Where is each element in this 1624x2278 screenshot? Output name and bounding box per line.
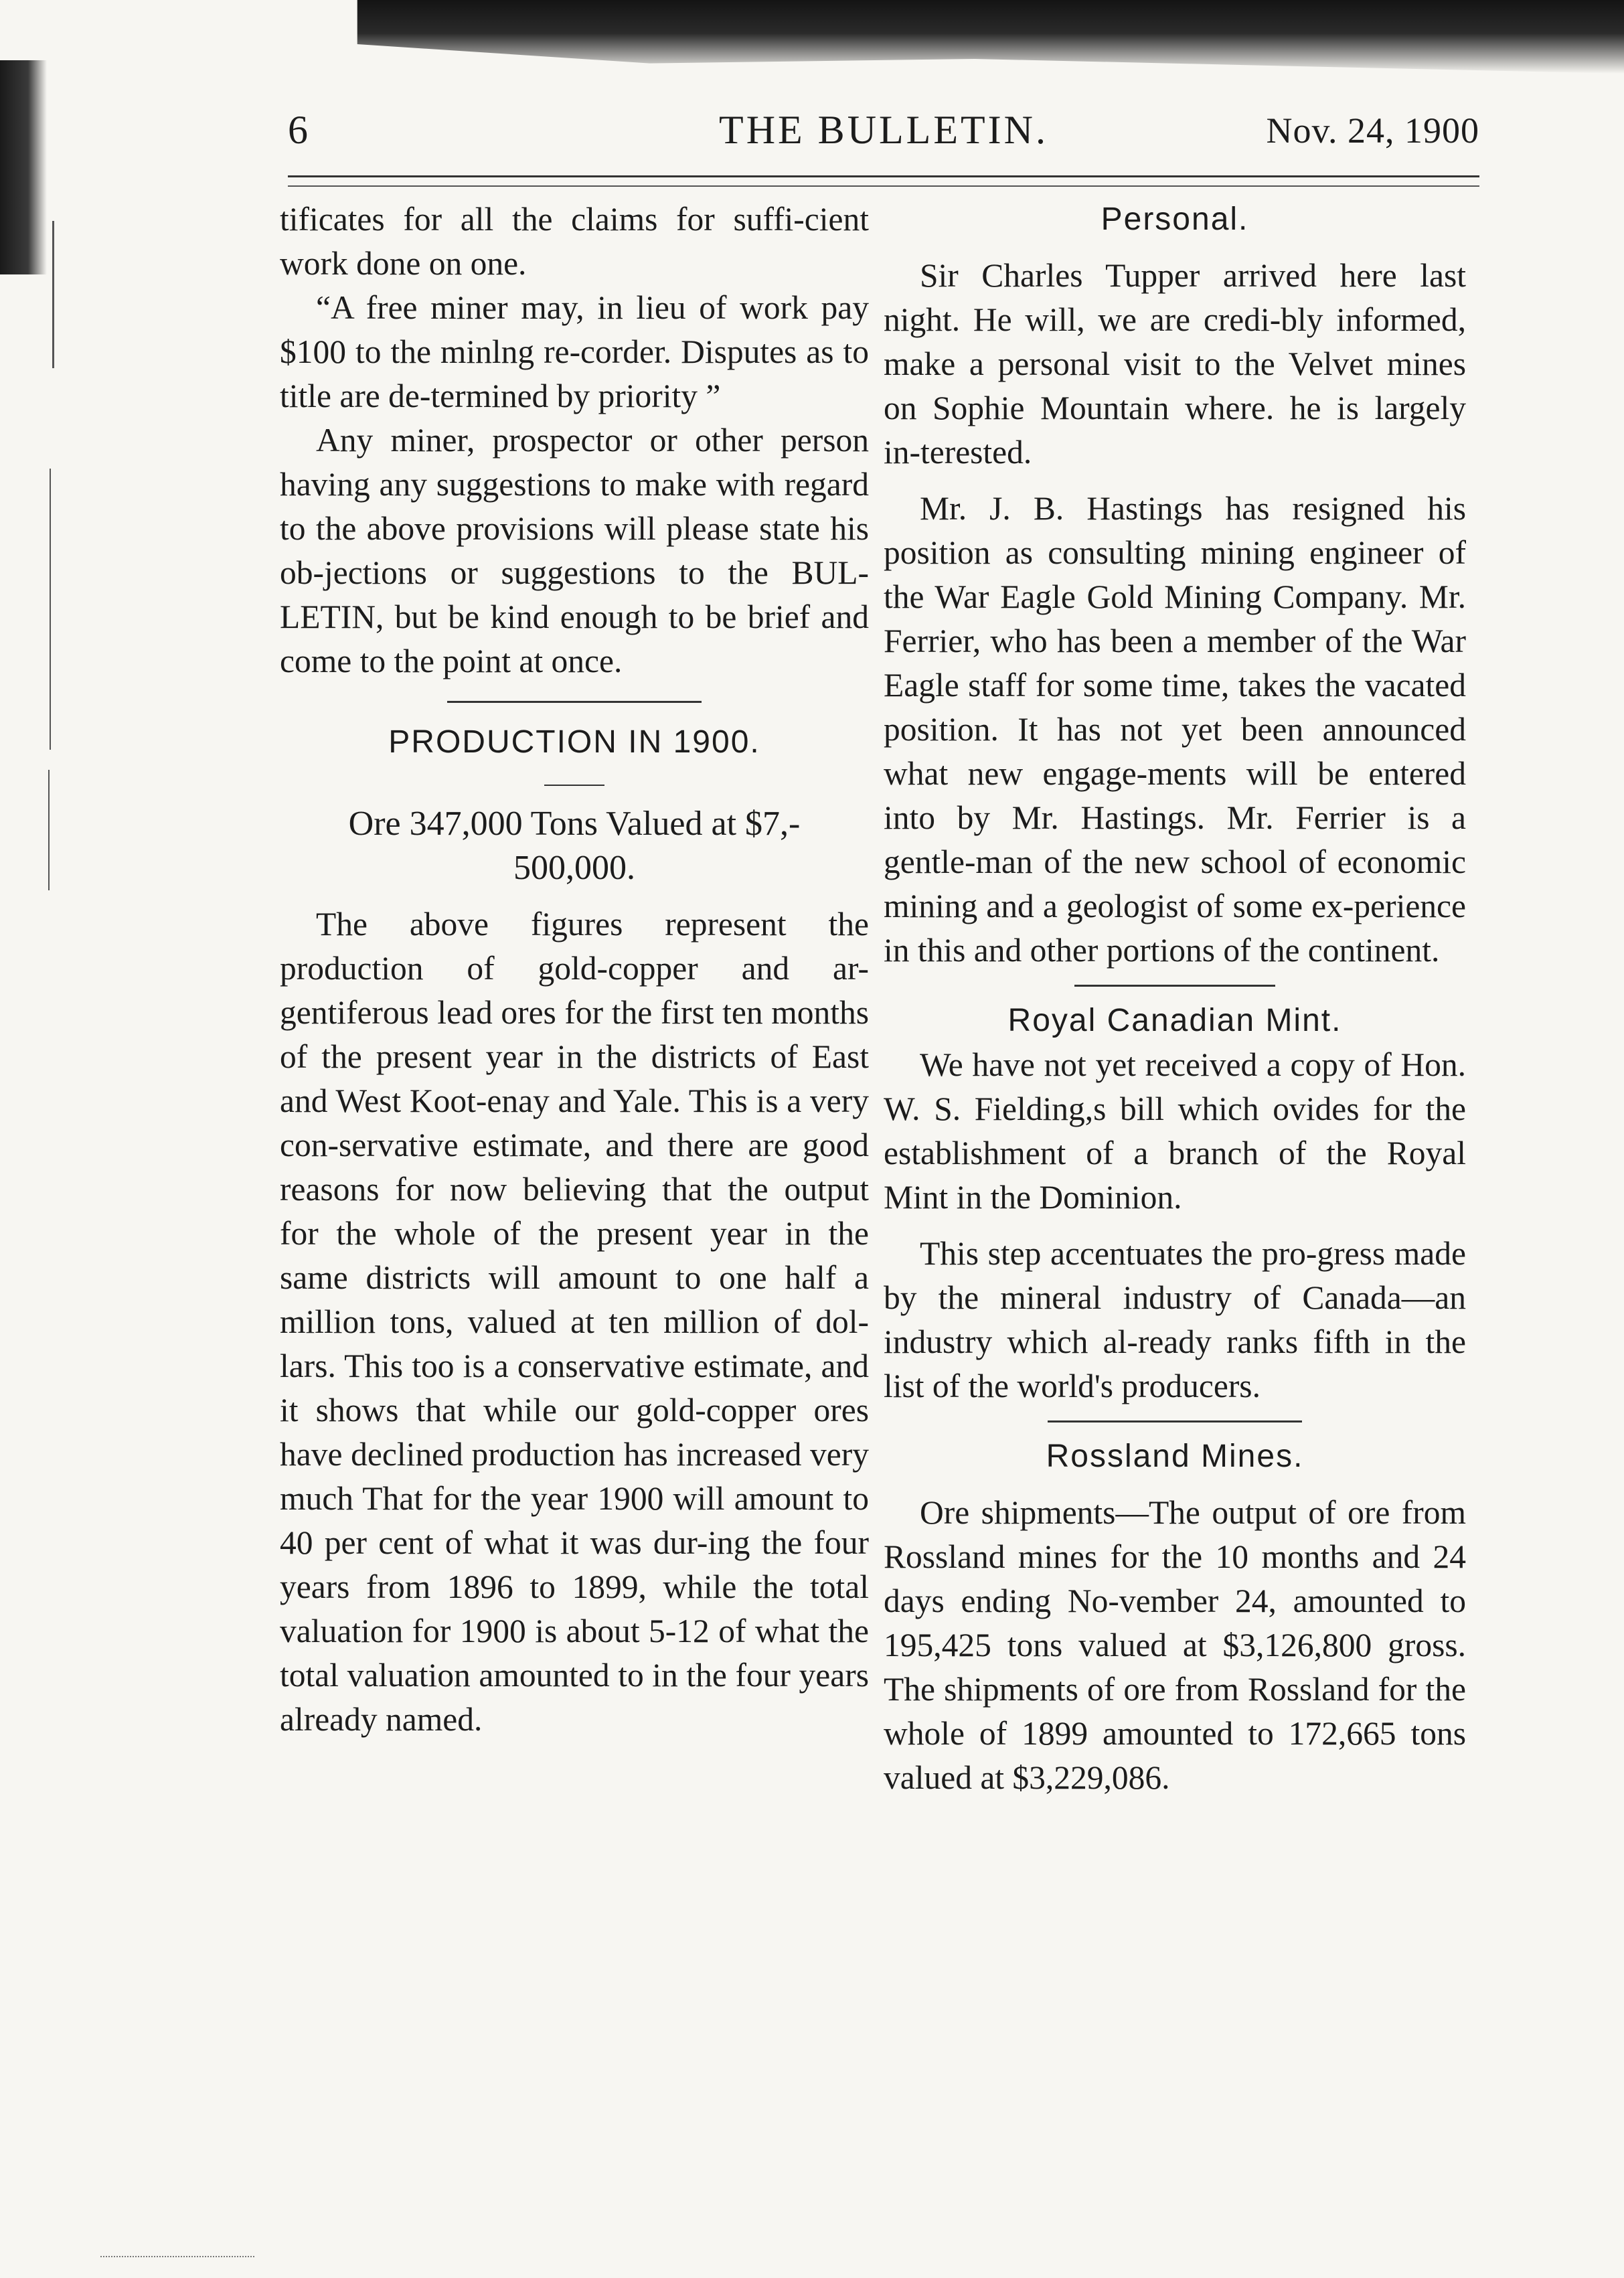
left-column — [280, 197, 869, 1742]
section-divider — [544, 785, 604, 786]
section-heading: PRODUCTION IN 1900. — [388, 724, 760, 760]
issue-date: Nov. 24, 1900 — [1266, 110, 1479, 151]
page-number: 6 — [288, 108, 309, 152]
paragraph: The above figures represent the production of gold-copper and ar-gentiferous lead ores for the first ten months of the present year in the districts of East and West Koot-enay and Yale. This is a very con-servative estimate, and there are good reasons for now believing that the output for the whole of the present year in the same districts will amount to one half a million tons, valued at ten million of dol-lars. This too is a conservative estimate, and it shows that while our gold-copper ores have declined production has increased very much That for the year 1900 will amount to 40 per cent of what it was dur-ing the four years from 1896 to 1899, while the total valuation for 1900 is about 5-12 of what the total valuation amounted to in the four years already named. — [280, 906, 869, 1738]
scan-binding-shadow — [0, 60, 47, 274]
scan-edge-shadow — [0, 0, 1624, 74]
section-divider — [447, 701, 702, 703]
paragraph: We have not yet received a copy of Hon. W. S. Fielding,s bill which ovides for the establishment of a branch of the Royal Mint in the Dominion. — [884, 1046, 1466, 1216]
paragraph: Sir Charles Tupper arrived here last night. He will, we are credi-bly informed, make a personal visit to the Velvet mines on Sophie Mountain where. he is largely in-terested. — [884, 257, 1466, 471]
paragraph: This step accentuates the pro-gress made by the mineral industry of Canada—an industry which al-ready ranks fifth in the list of the world's producers. — [884, 1235, 1466, 1404]
scan-speckle — [100, 2256, 254, 2260]
header-rule — [288, 175, 1479, 187]
section-heading: Rossland Mines. — [1046, 1439, 1304, 1474]
scan-mark — [52, 221, 54, 368]
section-heading: Personal. — [1101, 201, 1249, 237]
paragraph: tificates for all the claims for suffi-cient work done on one. — [280, 201, 869, 282]
section-subheading: Ore 347,000 Tons Valued at $7,- — [348, 805, 801, 843]
scan-mark — [50, 469, 51, 750]
section-heading: Royal Canadian Mint. — [1007, 1003, 1342, 1038]
page-header — [288, 100, 1479, 167]
paragraph: “A free miner may, in lieu of work pay $100 to the minlng re-corder. Disputes as to title are de-termined by priority ” — [280, 289, 869, 414]
paragraph: Mr. J. B. Hastings has resigned his position as consulting mining engineer of the War Eagle Gold Mining Company. Mr. Ferrier, who has been a member of the War Eagle staff for some time, takes the vacated position. It has not yet been announced what new engage-ments will be entered into by Mr. Hastings. Mr. Ferrier is a gentle-man of the new school of economic mining and a geologist of some ex-perience in this and other portions of the continent. — [884, 490, 1466, 969]
paragraph: Ore shipments—The output of ore from Rossland mines for the 10 months and 24 days ending No-vember 24, amounted to 195,425 tons valued at $3,126,800 gross. The shipments of ore from Rossland for the whole of 1899 amounted to 172,665 tons valued at $3,229,086. — [884, 1494, 1466, 1796]
section-subheading: 500,000. — [513, 849, 635, 887]
scan-mark — [48, 770, 50, 890]
section-divider — [1048, 1420, 1302, 1422]
newspaper-title: THE BULLETIN. — [719, 108, 1048, 152]
section-divider — [1074, 985, 1275, 987]
right-column — [884, 197, 1466, 1800]
paragraph: Any miner, prospector or other person having any suggestions to make with regard to the above provisions will please state his ob-jections or suggestions to the BUL-LETIN, but be kind enough to be brief and come to the point at once. — [280, 422, 869, 679]
